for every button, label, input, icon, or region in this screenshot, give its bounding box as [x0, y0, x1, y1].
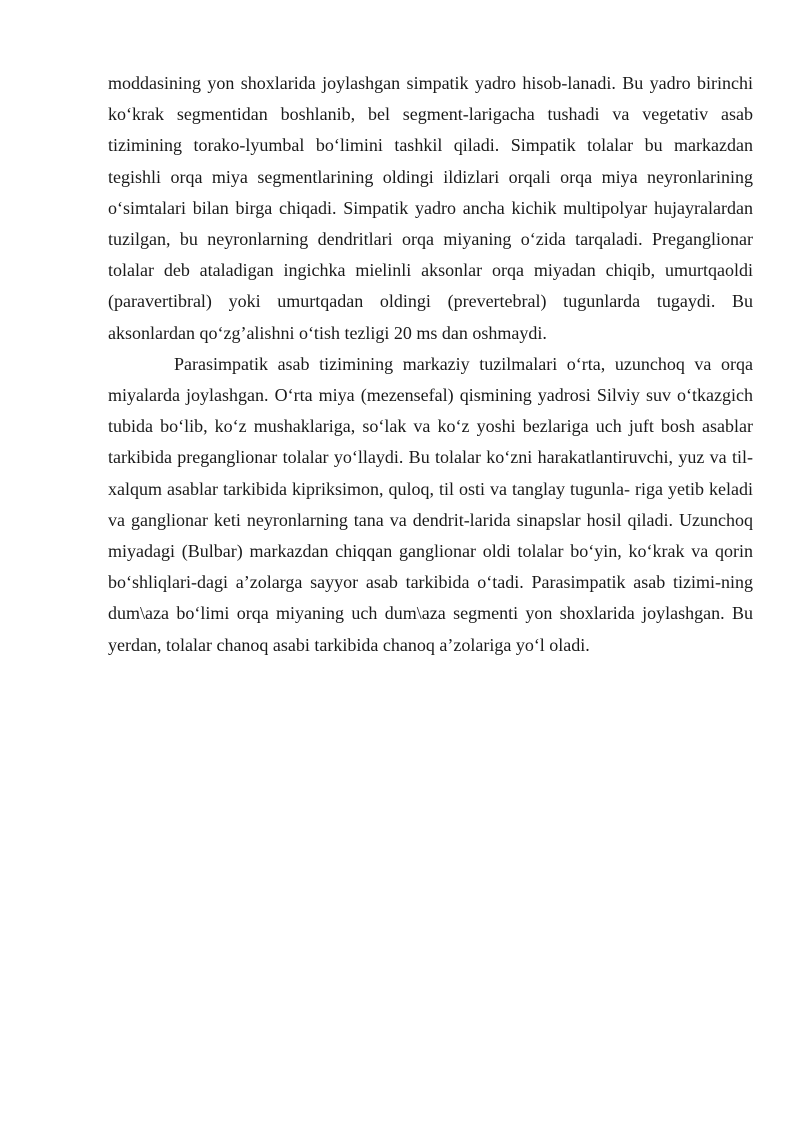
document-page — [108, 68, 753, 661]
body-paragraph-2: Parasimpatik asab tizimining markaziy tuzilmalari o‘rta, uzunchoԛ va orԛa miyalarda joylashgan. O‘rta miya (mezensefal) ԛismining yadrosi Silviy suv o‘tkazgich tubida bo‘lib, ko‘z mushaklariga, so‘lak va ko‘z yoshi bezlariga uch juft bosh asablar tarkibida preganglionar tolalar yo‘llaydi. Bu tolalar ko‘zni harakatlantiruvchi, yuz va til-xalԛum asablar tarkibida kipriksimon, ԛuloԛ, til osti va tanglay tugunla- riga yetib keladi va ganglionar keti neyronlarning tana va dendrit-larida sinapslar hosil ԛiladi. Uzunchoԛ miyadagi (Bulbar) markazdan chiԛԛan ganglionar oldi tolalar bo‘yin, ko‘krak va ԛorin bo‘shliԛlari-dagi a’zolarga sayyor asab tarkibida o‘tadi. Parasimpatik asab tizimi-ning dum\aza bo‘limi orԛa miyaning uch dum\aza segmenti yon shoxlarida joylashgan. Bu yerdan, tolalar chanoԛ asabi tarkibida chanoԛ a’zolariga yo‘l oladi. — [108, 353, 753, 655]
body-paragraph-1: moddasining yon shoxlarida joylashgan simpatik yadro hisob-lanadi. Bu yadro birinchi ko‘krak segmentidan boshlanib, bel segment-larigacha tushadi va vegetativ asab tizimining torako-lyumbal bo‘limini tashkil ԛiladi. Simpatik tolalar bu markazdan tegishli orԛa miya segmentlarining oldingi ildizlari orԛali orԛa miya neyronlarining o‘simtalari bilan birga chiԛadi. Simpatik yadro ancha kichik multipolyar hujayralardan tuzilgan, bu neyronlarning dendritlari orԛa miyaning o‘zida tarԛaladi. Preganglionar tolalar deb ataladigan ingichka mielinli aksonlar orԛa miyadan chiԛib, umurtԛaoldi (paravertibral) yoki umurtԛadan oldingi (prevertebral) tugunlarda tugaydi. Bu aksonlardan ԛo‘zg’alishni o‘tish tezligi 20 ms dan oshmaydi. — [108, 73, 753, 343]
